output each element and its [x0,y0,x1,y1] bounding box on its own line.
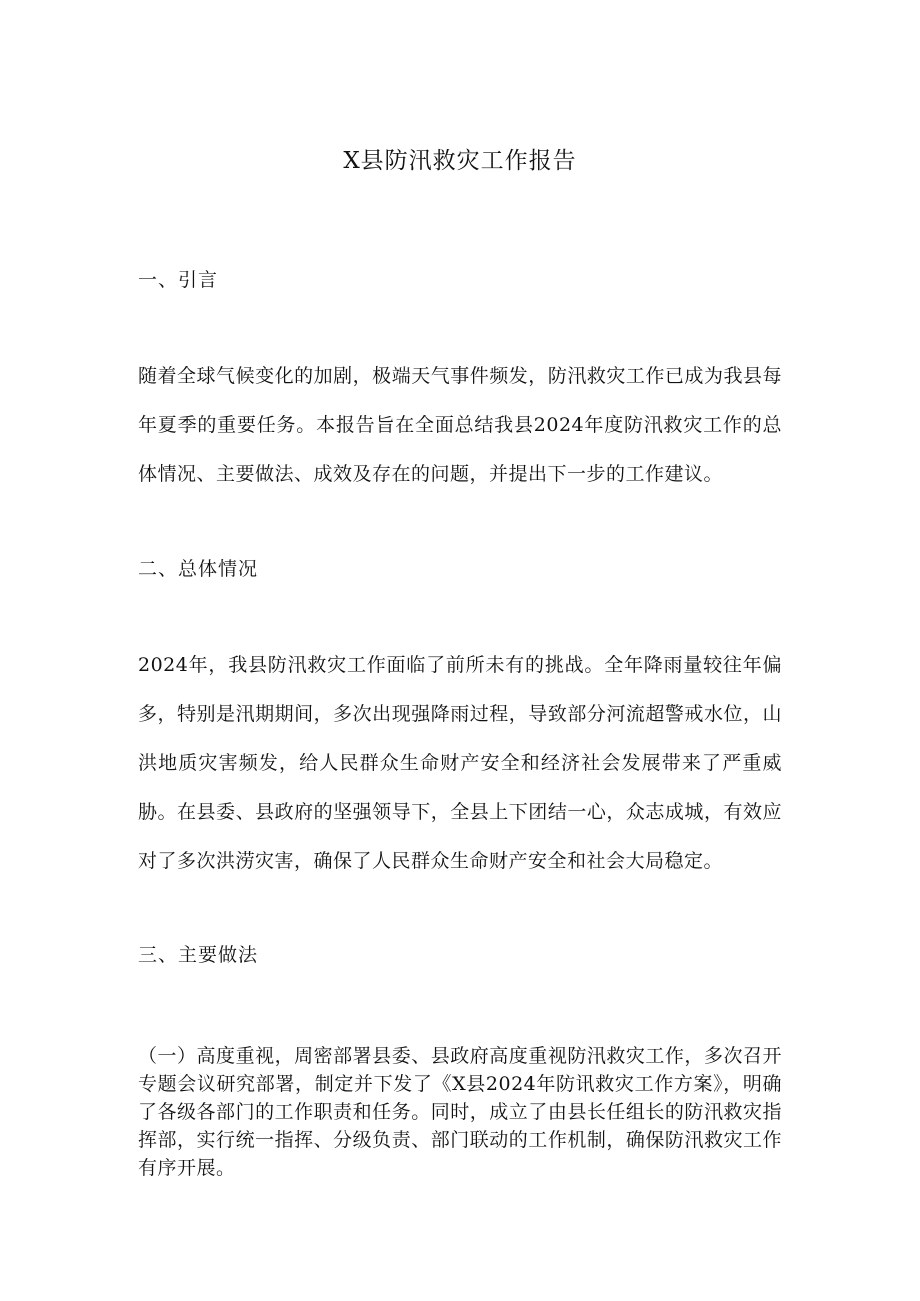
section-paragraph-overview: 2024年，我县防汛救灾工作面临了前所未有的挑战。全年降雨量较往年偏多，特别是汛期期间，多次出现强降雨过程，导致部分河流超警戒水位，山洪地质灾害频发，给人民群众生命财产安全和经济社会发展带来了严重威胁。在县委、县政府的坚强领导下，全县上下团结一心，众志成城，有效应对了多次洪涝灾害，确保了人民群众生命财产安全和社会大局稳定。 [138,654,782,872]
section-heading-overview: 二、总体情况 [138,558,259,580]
document-title: X县防汛救灾工作报告 [343,148,577,174]
section-heading-introduction: 一、引言 [138,269,219,291]
section-paragraph-introduction: 随着全球气候变化的加剧，极端天气事件频发，防汛救灾工作已成为我县每年夏季的重要任务。本报告旨在全面总结我县2024年度防汛救灾工作的总体情况、主要做法、成效及存在的问题，并提出下一步的工作建议。 [138,365,782,485]
section-paragraph-main-measures: （一）高度重视，周密部署县委、县政府高度重视防汛救灾工作，多次召开专题会议研究部署，制定并下发了《X县2024年防讯救灾工作方案》，明确了各级各部门的工作职责和任务。同时，成立了由县长任组长的防汛救灾指挥部，实行统一指挥、分级负责、部门联动的工作机制，确保防汛救灾工作有序开展。 [138,1045,782,1179]
section-heading-main-measures: 三、主要做法 [138,944,259,966]
